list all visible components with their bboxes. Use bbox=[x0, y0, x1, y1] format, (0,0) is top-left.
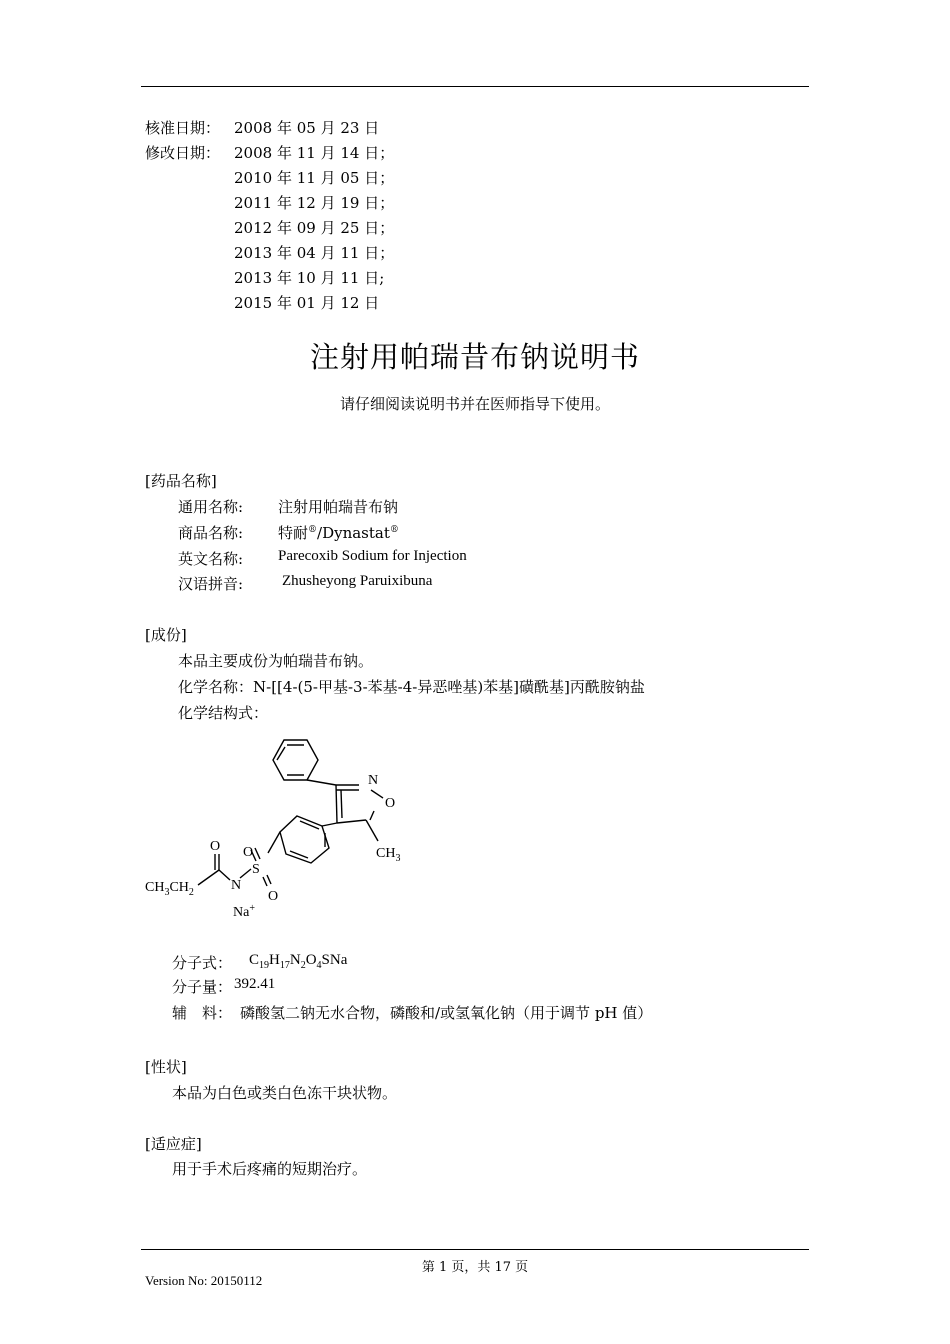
trade-name-cn: 特耐 bbox=[278, 524, 309, 542]
section-heading-description: [性状] bbox=[145, 1058, 187, 1076]
methyl-sub: 3 bbox=[395, 853, 401, 864]
ethyl-label bbox=[145, 880, 194, 898]
structure-label: 化学结构式： bbox=[178, 704, 269, 722]
english-name-value: Parecoxib Sodium for Injection bbox=[278, 548, 467, 564]
carbonyl-o-label: O bbox=[210, 839, 221, 854]
chemical-name: 化学名称：N-[[4-(5-甲基-3-苯基-4-异恶唑基)苯基]磺酰基]丙酰胺钠盐 bbox=[178, 678, 645, 696]
description-text: 本品为白色或类白色冻干块状物。 bbox=[172, 1084, 398, 1102]
approval-date-label: 核准日期： bbox=[145, 119, 221, 137]
molecular-weight-label: 分子量： bbox=[172, 978, 233, 996]
methyl-label bbox=[376, 846, 400, 864]
formula-c: C bbox=[249, 952, 260, 968]
version-number: Version No: 20150112 bbox=[145, 1273, 263, 1288]
formula-value bbox=[249, 952, 347, 971]
revision-date-1: 2008 年 11 月 14 日； bbox=[234, 144, 395, 162]
section-heading-indication: [适应症] bbox=[145, 1135, 202, 1153]
footer-rule bbox=[141, 1249, 809, 1250]
excipients-label: 辅 料： bbox=[172, 1004, 233, 1022]
formula-h-count: 17 bbox=[279, 960, 290, 971]
isoxazole-n-label: N bbox=[368, 773, 379, 788]
isoxazole-o-label: O bbox=[385, 796, 396, 811]
revision-date-label: 修改日期： bbox=[145, 144, 221, 162]
revision-date-6: 2013 年 10 月 11 日; bbox=[234, 269, 385, 287]
sodium-label bbox=[233, 903, 255, 920]
chemical-structure-diagram bbox=[140, 728, 430, 928]
pinyin-name-value: Zhusheyong Paruixibuna bbox=[282, 573, 433, 589]
amide-n-label: N bbox=[231, 878, 242, 893]
trade-name-en: /Dynastat bbox=[317, 524, 390, 542]
pinyin-name-label: 汉语拼音: bbox=[178, 575, 244, 593]
ethyl-ch2: CH bbox=[169, 880, 189, 895]
formula-sna: SNa bbox=[321, 952, 348, 968]
formula-o: O bbox=[305, 952, 317, 968]
revision-date-7: 2015 年 01 月 12 日 bbox=[234, 294, 380, 312]
formula-n-count: 2 bbox=[300, 960, 306, 971]
indication-text: 用于手术后疼痛的短期治疗。 bbox=[172, 1160, 368, 1178]
ethyl-ch: CH bbox=[145, 880, 165, 895]
section-heading-composition: [成份] bbox=[145, 626, 187, 644]
formula-c-count: 19 bbox=[259, 960, 270, 971]
section-heading-drug-name: [药品名称] bbox=[145, 472, 217, 490]
molecular-weight-value: 392.41 bbox=[234, 976, 276, 992]
sulfur-label: S bbox=[252, 862, 260, 877]
formula-label: 分子式： bbox=[172, 954, 233, 972]
registered-mark: ® bbox=[308, 525, 318, 535]
registered-mark: ® bbox=[389, 525, 399, 535]
formula-h: H bbox=[269, 952, 280, 968]
revision-date-2: 2010 年 11 月 05 日； bbox=[234, 169, 395, 187]
composition-main: 本品主要成份为帕瑞昔布钠。 bbox=[178, 652, 374, 670]
header-rule bbox=[141, 86, 809, 87]
page-number: 第 1 页，共 17 页 bbox=[421, 1260, 529, 1275]
trade-name-label: 商品名称: bbox=[178, 524, 244, 542]
generic-name-value: 注射用帕瑞昔布钠 bbox=[278, 498, 399, 516]
revision-date-4: 2012 年 09 月 25 日； bbox=[234, 219, 395, 237]
approval-date-value: 2008 年 05 月 23 日 bbox=[234, 119, 380, 137]
document-title: 注射用帕瑞昔布钠说明书 bbox=[309, 340, 640, 374]
revision-date-3: 2011 年 12 月 19 日； bbox=[234, 194, 395, 212]
formula-o-count: 4 bbox=[316, 960, 322, 971]
document-subtitle: 请仔细阅读说明书并在医师指导下使用。 bbox=[339, 395, 610, 413]
revision-date-5: 2013 年 04 月 11 日； bbox=[234, 244, 395, 262]
generic-name-label: 通用名称: bbox=[178, 498, 244, 516]
sodium-na: Na bbox=[233, 905, 250, 920]
sulfonyl-o-bottom-label: O bbox=[268, 889, 279, 904]
sulfonyl-o-top-label: O bbox=[243, 845, 254, 860]
english-name-label: 英文名称: bbox=[178, 550, 244, 568]
excipients-value: 磷酸氢二钠无水合物，磷酸和/或氢氧化钠（用于调节 pH 值） bbox=[240, 1004, 653, 1022]
sodium-plus: + bbox=[249, 903, 255, 914]
trade-name-value bbox=[278, 522, 399, 543]
ethyl-sub-3: 3 bbox=[164, 887, 170, 898]
methyl-ch: CH bbox=[376, 846, 396, 861]
ethyl-sub-2: 2 bbox=[188, 887, 194, 898]
formula-n: N bbox=[289, 952, 301, 968]
